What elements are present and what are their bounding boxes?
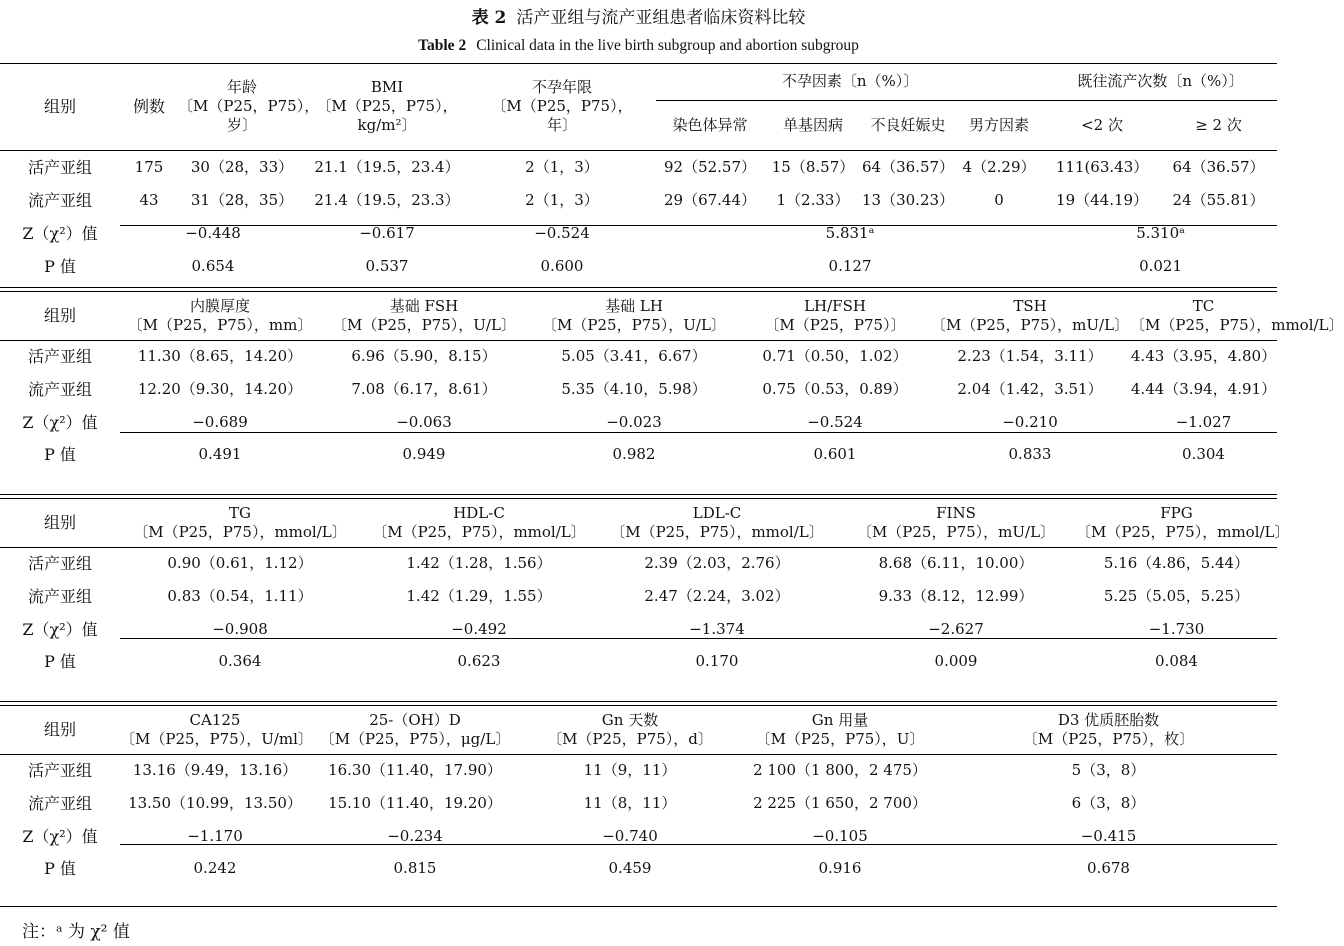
row-label: Z（χ²）值	[22, 827, 98, 846]
cell: 11.30（8.65，14.20）	[137, 347, 303, 366]
column-header: LDL-C 〔M（P25，P75），mmol/L〕	[610, 503, 824, 541]
section-4	[0, 706, 1277, 884]
row-label: 流产亚组	[27, 794, 92, 813]
header-chrom: 染色体异常	[672, 115, 748, 134]
row-live	[0, 754, 1277, 787]
column-header: TG 〔M（P25，P75），mmol/L〕	[133, 503, 347, 541]
header-male: 男方因素	[969, 115, 1030, 134]
cell: 92（52.57）	[663, 157, 757, 176]
column-header: 基础 LH 〔M（P25，P75），U/L〕	[542, 296, 726, 334]
table-title-en	[0, 36, 1277, 56]
row-label: 活产亚组	[27, 554, 92, 574]
section-2	[0, 292, 1344, 470]
row-abort	[0, 373, 1277, 406]
cell: 0.833	[1008, 445, 1052, 463]
row-label: 流产亚组	[27, 190, 92, 210]
cell: 175	[134, 157, 164, 176]
row-abort	[0, 787, 1277, 820]
row-label: P 值	[44, 256, 76, 276]
cell: −0.105	[812, 827, 868, 845]
cell: 1.42（1.28，1.56）	[406, 554, 552, 573]
cell: 0.949	[402, 445, 446, 463]
cell: 0.815	[393, 859, 437, 877]
cell: 6（3，8）	[1071, 794, 1146, 812]
cell: 0.364	[218, 652, 262, 670]
cell: −0.448	[185, 223, 241, 242]
cell: 9.33（8.12，12.99）	[878, 587, 1034, 605]
column-header: LH/FSH 〔M（P25，P75）〕	[764, 296, 906, 334]
header-mono: 单基因病	[782, 115, 843, 134]
row-label: 活产亚组	[27, 157, 92, 177]
table-note: 注：ᵃ 为 χ² 值	[22, 922, 130, 942]
cell: −0.524	[534, 223, 590, 242]
cell: 1（2.33）	[776, 190, 850, 209]
cell: 0.021	[1139, 256, 1183, 275]
cell: −0.740	[602, 827, 658, 845]
column-header: 25-（OH）D 〔M（P25，P75），μg/L〕	[319, 710, 511, 748]
cell: 21.1（19.5，23.4）	[314, 157, 460, 176]
row-label: Z（χ²）值	[22, 413, 98, 432]
cell: 4（2.29）	[962, 157, 1036, 176]
cell: 24（55.81）	[1172, 190, 1265, 209]
header-row	[0, 499, 1277, 547]
cell: 0.75（0.53，0.89）	[762, 380, 908, 398]
cell: −0.689	[192, 413, 248, 431]
table-number-cn: 表 2	[471, 8, 507, 28]
header-age: 年龄 〔M（P25，P75）， 岁〕	[178, 78, 320, 135]
bottom-rule	[0, 906, 1277, 907]
cell: 0.304	[1182, 445, 1225, 463]
cell: −0.234	[387, 827, 443, 845]
cell: 4.43（3.95，4.80）	[1130, 347, 1277, 366]
cell: 15（8.57）	[771, 157, 855, 176]
row-live	[0, 150, 1277, 184]
table-caption-en: Clinical data in the live birth subgroup and abortion subgroup	[476, 37, 859, 54]
cell: 0.83（0.54，1.11）	[167, 587, 313, 605]
cell: 5.16（4.86，5.44）	[1103, 554, 1250, 573]
cell: 2 225（1 650，2 700）	[753, 794, 927, 812]
cell: −1.730	[1148, 620, 1205, 638]
cell: 21.4（19.5，23.3）	[314, 190, 460, 209]
column-header: D3 优质胚胎数 〔M（P25，P75），枚〕	[1022, 710, 1195, 748]
cell: 30（28，33）	[190, 157, 294, 176]
row-p	[0, 853, 1277, 884]
row-label: 活产亚组	[27, 761, 92, 781]
cell: −2.627	[928, 620, 984, 638]
cell: 2（1，3）	[525, 190, 599, 209]
cell: 31（28，35）	[190, 190, 294, 209]
header-bmi: BMI 〔M（P25，P75）， kg/m²〕	[316, 78, 458, 135]
section-1-zrule	[120, 225, 1277, 226]
cell: 19（44.19）	[1056, 190, 1149, 209]
header-group: 组别	[43, 97, 76, 117]
cell: 6.96（5.90，8.15）	[351, 347, 497, 366]
cell: −0.063	[396, 413, 452, 431]
cell: 16.30（11.40，17.90）	[328, 761, 502, 780]
cell: 5.831ᵃ	[825, 223, 875, 242]
cell: 0.009	[934, 652, 978, 670]
cell: 43	[139, 190, 159, 209]
column-header: FPG 〔M（P25，P75），mmol/L〕	[1076, 503, 1290, 541]
cell: 0.982	[612, 445, 656, 463]
row-label: P 值	[44, 859, 76, 878]
row-p	[0, 439, 1277, 470]
cell: 0.170	[695, 652, 739, 670]
cell: 0.459	[608, 859, 652, 877]
section-3-zrule	[120, 638, 1277, 639]
cell: 11（9，11）	[583, 761, 677, 780]
header-badpreg: 不良妊娠史	[870, 115, 946, 134]
cell: 15.10（11.40，19.20）	[328, 794, 502, 812]
cell: 0.242	[193, 859, 237, 877]
row-p	[0, 646, 1277, 677]
cell: −0.492	[451, 620, 507, 638]
column-header: TC 〔M（P25，P75），mmol/L〕	[1130, 296, 1344, 334]
row-label: 流产亚组	[27, 587, 92, 606]
table-number-en: Table 2	[418, 37, 467, 54]
row-label: 组别	[43, 306, 76, 326]
cell: 2.47（2.24，3.02）	[644, 587, 790, 605]
cell: 0.623	[457, 652, 501, 670]
row-z	[0, 217, 1277, 250]
row-label: 组别	[43, 513, 76, 533]
cell: 13（30.23）	[862, 190, 955, 209]
column-header: Gn 天数 〔M（P25，P75），d〕	[547, 710, 713, 748]
cell: 0.71（0.50，1.02）	[762, 347, 908, 366]
cell: 5.35（4.10，5.98）	[561, 380, 707, 398]
row-label: P 值	[44, 445, 76, 464]
row-abort	[0, 580, 1277, 613]
cell: 0.537	[365, 256, 409, 275]
cell: 0.90（0.61，1.12）	[167, 554, 313, 573]
column-header: HDL-C 〔M（P25，P75），mmol/L〕	[372, 503, 586, 541]
row-live	[0, 547, 1277, 580]
section-3	[0, 499, 1290, 677]
cell: 13.16（9.49，13.16）	[132, 761, 298, 780]
header-cases: 例数	[132, 97, 165, 117]
header-ge2: ≥ 2 次	[1195, 115, 1242, 134]
row-label: 活产亚组	[27, 347, 92, 367]
cell: 2 100（1 800，2 475）	[753, 761, 927, 780]
cell: 4.44（3.94，4.91）	[1130, 380, 1277, 398]
column-header: Gn 用量 〔M（P25，P75），U〕	[755, 710, 925, 748]
cell: 12.20（9.30，14.20）	[137, 380, 303, 398]
cell: 0	[994, 190, 1004, 209]
header-lt2: <2 次	[1081, 115, 1123, 134]
cell: 1.42（1.29，1.55）	[406, 587, 552, 605]
header-prior-abortions: 既往流产次数〔n（%）〕	[1044, 64, 1277, 100]
column-header: FINS 〔M（P25，P75），mU/L〕	[856, 503, 1056, 541]
cell: 29（67.44）	[663, 190, 757, 209]
cell: 0.491	[198, 445, 242, 463]
row-label: Z（χ²）值	[22, 620, 98, 639]
section-2-zrule	[120, 432, 1277, 433]
cell: −0.524	[807, 413, 863, 431]
cell: 8.68（6.11，10.00）	[878, 554, 1034, 573]
cell: 5.25（5.05，5.25）	[1103, 587, 1250, 605]
cell: −1.374	[689, 620, 745, 638]
column-header: TSH 〔M（P25，P75），mU/L〕	[930, 296, 1130, 334]
header-row	[0, 292, 1277, 340]
row-label: 流产亚组	[27, 380, 92, 399]
table-caption-cn: 活产亚组与流产亚组患者临床资料比较	[516, 8, 806, 28]
header-row	[0, 706, 1277, 754]
row-label: 组别	[43, 720, 76, 740]
row-label: Z（χ²）值	[22, 223, 98, 243]
section-4-zrule	[120, 844, 1277, 845]
row-z	[0, 613, 1277, 646]
cell: 11（8，11）	[583, 794, 677, 812]
cell: 0.600	[540, 256, 584, 275]
section-1	[0, 64, 1277, 283]
cell: 0.678	[1087, 859, 1130, 877]
cell: −0.023	[606, 413, 662, 431]
cell: 64（36.57）	[862, 157, 955, 176]
cell: 2（1，3）	[525, 157, 599, 176]
header-infert-factors: 不孕因素〔n（%）〕	[656, 64, 1044, 100]
row-live	[0, 340, 1277, 373]
column-header: CA125 〔M（P25，P75），U/ml〕	[120, 710, 313, 748]
cell: 0.654	[191, 256, 235, 275]
cell: 0.084	[1155, 652, 1198, 670]
cell: 0.916	[818, 859, 862, 877]
cell: 2.04（1.42，3.51）	[957, 380, 1103, 398]
cell: 0.127	[828, 256, 872, 275]
cell: −0.908	[212, 620, 268, 638]
header-infert-years: 不孕年限 〔M（P25，P75）， 年〕	[491, 78, 633, 135]
cell: 5.310ᵃ	[1136, 223, 1185, 242]
row-z	[0, 820, 1277, 853]
row-label: P 值	[44, 652, 76, 671]
row-z	[0, 406, 1277, 439]
row-abort	[0, 184, 1277, 217]
column-header: 基础 FSH 〔M（P25，P75），U/L〕	[332, 296, 516, 334]
cell: 5.05（3.41，6.67）	[561, 347, 707, 366]
row-p	[0, 250, 1277, 283]
cell: 64（36.57）	[1172, 157, 1265, 176]
cell: −0.617	[359, 223, 415, 242]
cell: 7.08（6.17，8.61）	[351, 380, 497, 398]
cell: 13.50（10.99，13.50）	[128, 794, 302, 812]
cell: 111(63.43）	[1055, 157, 1149, 176]
cell: −1.170	[187, 827, 243, 845]
cell: 2.23（1.54，3.11）	[957, 347, 1103, 366]
column-header: 内膜厚度 〔M（P25，P75），mm〕	[127, 296, 313, 334]
cell: −1.027	[1175, 413, 1232, 431]
table-title-cn	[0, 8, 1277, 28]
cell: −0.415	[1080, 827, 1137, 845]
cell: 5（3，8）	[1071, 761, 1146, 780]
cell: 0.601	[813, 445, 857, 463]
cell: 2.39（2.03，2.76）	[644, 554, 790, 573]
cell: −0.210	[1002, 413, 1058, 431]
